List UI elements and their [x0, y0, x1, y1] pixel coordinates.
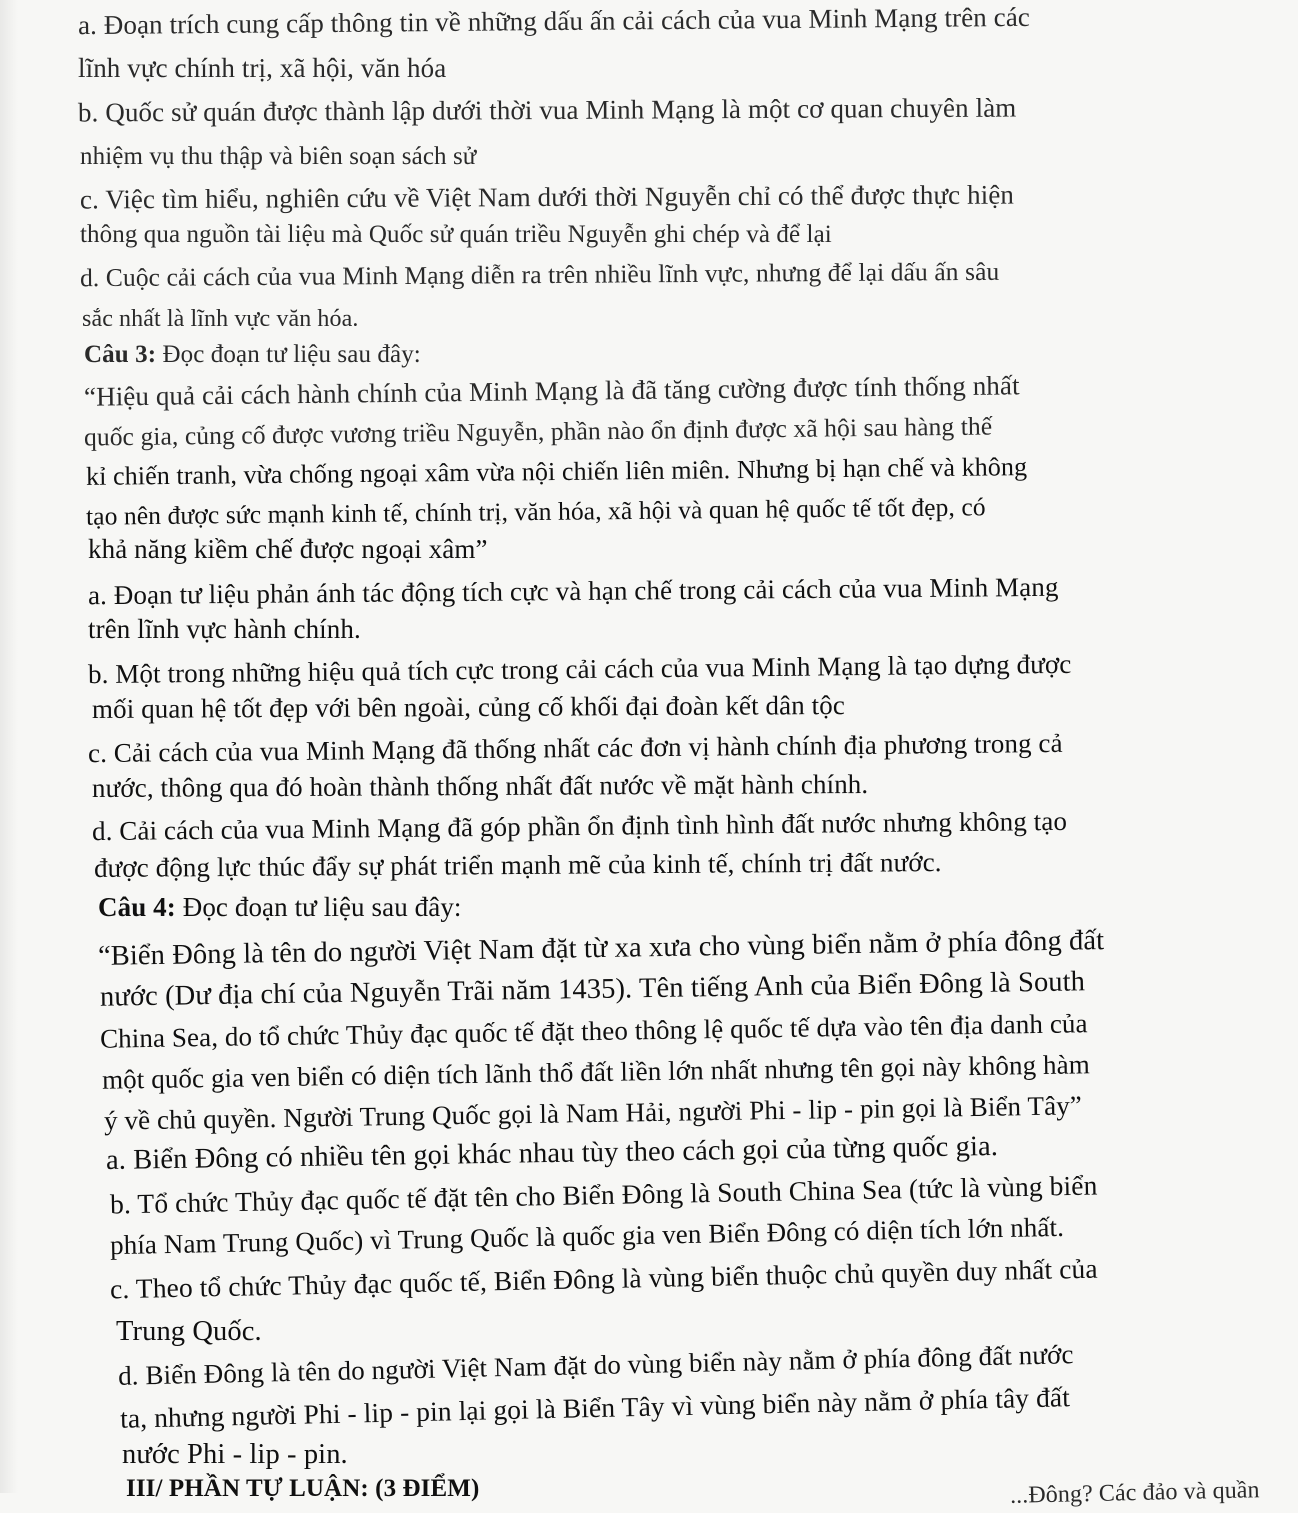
- q4-option-c-line2: Trung Quốc.: [116, 1316, 262, 1347]
- q2-option-c-line2: thông qua nguồn tài liệu mà Quốc sử quán triều Nguyễn ghi chép và để lại: [80, 221, 832, 248]
- q2-option-d-line2: sắc nhất là lĩnh vực văn hóa.: [82, 306, 359, 332]
- q2-option-b-line2: nhiệm vụ thu thập và biên soạn sách sử: [80, 143, 477, 170]
- q4-quote-line5: ý về chủ quyền. Người Trung Quốc gọi là Nam Hải, người Phi - lip - pin gọi là Biển Tây”: [103, 1090, 1083, 1136]
- q2-option-b-line1: b. Quốc sử quán được thành lập dưới thời vua Minh Mạng là một cơ quan chuyên làm: [77, 92, 1017, 128]
- question-4-label: Câu 4:: [98, 892, 176, 922]
- question-4-prompt: Đọc đoạn tư liệu sau đây:: [182, 892, 462, 922]
- q3-quote-line3: kỉ chiến tranh, vừa chống ngoại xâm vừa nội chiến liên miên. Nhưng bị hạn chế và không: [85, 452, 1028, 491]
- q3-option-b-line2: mối quan hệ tốt đẹp với bên ngoài, củng cố khối đại đoàn kết dân tộc: [91, 690, 845, 724]
- question-3-heading: [84, 338, 421, 372]
- q3-quote-line4: tạo nên được sức mạnh kinh tế, chính trị, văn hóa, xã hội và quan hệ quốc tế tốt đẹp, có: [85, 492, 986, 531]
- q4-quote-line1: “Biển Đông là tên do người Việt Nam đặt từ xa xưa cho vùng biển nằm ở phía đông đất: [97, 925, 1105, 972]
- q3-option-a-line1: a. Đoạn tư liệu phản ánh tác động tích cực và hạn chế trong cải cách của vua Minh Mạng: [87, 571, 1059, 611]
- q2-option-c-line1: c. Việc tìm hiểu, nghiên cứu về Việt Nam dưới thời Nguyễn chỉ có thể được thực hiện: [79, 179, 1015, 215]
- q4-option-a: a. Biển Đông có nhiều tên gọi khác nhau tùy theo cách gọi của từng quốc gia.: [105, 1130, 999, 1177]
- q3-quote-line1: “Hiệu quả cải cách hành chính của Minh Mạng là đã tăng cường được tính thống nhất: [83, 370, 1020, 412]
- question-4-heading: [98, 890, 462, 924]
- q4-quote-line4: một quốc gia ven biển có diện tích lãnh thổ đất liền lớn nhất nhưng tên gọi này không hàm: [101, 1049, 1091, 1095]
- page-edge-shadow: [0, 0, 18, 1493]
- q3-option-c-line2: nước, thông qua đó hoàn thành thống nhất đất nước về mặt hành chính.: [91, 768, 869, 804]
- q4-quote-line3: China Sea, do tổ chức Thủy đạc quốc tế đặt theo thông lệ quốc tế dựa vào tên địa danh của: [99, 1008, 1088, 1054]
- q2-option-a-line2: lĩnh vực chính trị, xã hội, văn hóa: [78, 53, 447, 83]
- essay-question-fragment: ...Đông? Các đảo và quần: [1009, 1477, 1260, 1509]
- q3-quote-line5: khả năng kiềm chế được ngoại xâm”: [88, 534, 488, 564]
- q4-option-d-line2: ta, nhưng người Phi - lip - pin lại gọi là Biển Tây vì vùng biển này nằm ở phía tây đất: [119, 1381, 1071, 1434]
- q3-option-b-line1: b. Một trong những hiệu quả tích cực trong cải cách của vua Minh Mạng là tạo dựng được: [87, 648, 1072, 690]
- q3-option-a-line2: trên lĩnh vực hành chính.: [88, 614, 361, 644]
- q4-option-b-line2: phía Nam Trung Quốc) vì Trung Quốc là quốc gia ven Biển Đông có diện tích lớn nhất.: [109, 1211, 1065, 1261]
- question-3-prompt: Đọc đoạn tư liệu sau đây:: [162, 341, 421, 368]
- q3-option-d-line2: được động lực thúc đẩy sự phát triển mạnh mẽ của kinh tế, chính trị đất nước.: [93, 847, 942, 883]
- q2-option-a-line1: a. Đoạn trích cung cấp thông tin về những dấu ấn cải cách của vua Minh Mạng trên các: [77, 1, 1031, 41]
- q3-option-c-line1: c. Cải cách của vua Minh Mạng đã thống nhất các đơn vị hành chính địa phương trong cả: [87, 727, 1063, 769]
- q4-option-d-line1: d. Biển Đông là tên do người Việt Nam đặt do vùng biển này nằm ở phía đông đất nước: [117, 1339, 1074, 1391]
- q4-option-d-line3: nước Phi - lip - pin.: [122, 1439, 348, 1470]
- q2-option-d-line1: d. Cuộc cải cách của vua Minh Mạng diễn ra trên nhiều lĩnh vực, nhưng để lại dấu ấn sâu: [79, 256, 1000, 293]
- q4-option-c-line1: c. Theo tổ chức Thủy đạc quốc tế, Biển Đông là vùng biển thuộc chủ quyền duy nhất của: [109, 1252, 1098, 1305]
- essay-section-heading: III/ PHẦN TỰ LUẬN: (3 ĐIỂM): [126, 1475, 480, 1502]
- q4-option-b-line1: b. Tổ chức Thủy đạc quốc tế đặt tên cho Biển Đông là South China Sea (tức là vùng biển: [109, 1169, 1098, 1220]
- question-3-label: Câu 3:: [84, 341, 157, 368]
- q3-quote-line2: quốc gia, củng cố được vương triều Nguyễn, phần nào ổn định được xã hội sau hàng thế: [83, 411, 993, 452]
- q4-quote-line2: nước (Dư địa chí của Nguyễn Trãi năm 1435). Tên tiếng Anh của Biển Đông là South: [99, 966, 1086, 1013]
- q3-option-d-line1: d. Cải cách của vua Minh Mạng đã góp phần ổn định tình hình đất nước nhưng không tạo: [91, 805, 1068, 847]
